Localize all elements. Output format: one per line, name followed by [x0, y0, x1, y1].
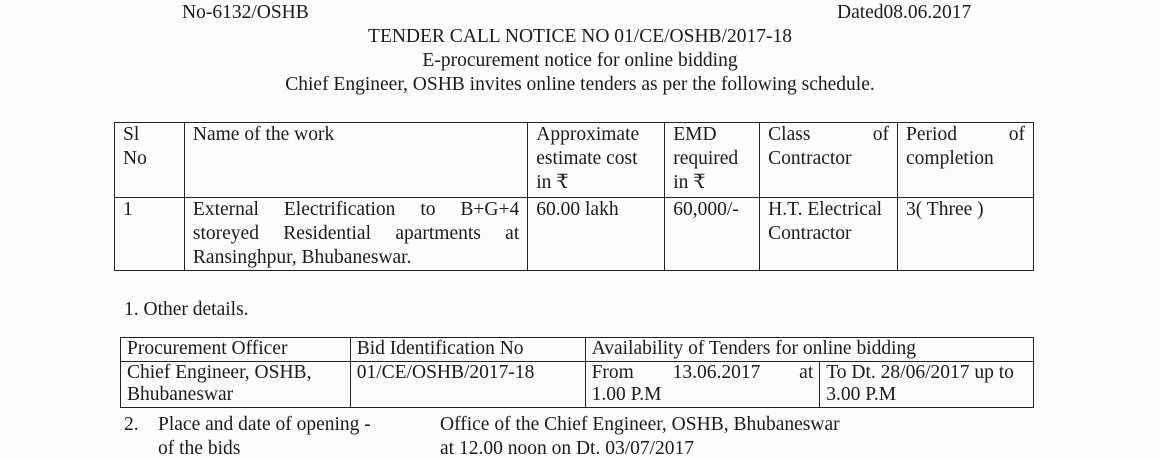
item-2-value: Office of the Chief Engineer, OSHB, Bhubaneswar: [440, 414, 840, 435]
header-estimate-cost: Approximate estimate cost in ₹: [528, 123, 665, 198]
rupee-symbol: in ₹: [536, 172, 569, 193]
item-2-number: 2.: [124, 414, 139, 435]
other-details-table: [120, 337, 1034, 408]
other-details-heading: 1. Other details.: [124, 299, 249, 320]
table-header-row: [115, 123, 1034, 198]
row-contractor-class: H.T. Electrical Contractor: [760, 198, 898, 271]
notice-subtitle: E-procurement notice for online bidding: [422, 50, 738, 71]
procurement-officer-value: Chief Engineer, OSHB, Bhubaneswar: [121, 362, 351, 408]
row-work-name: External Electrification to B+G+4 storeyed Residential apartments at Ransinghpur, Bhubaneswar.: [184, 198, 527, 271]
bid-id-value: 01/CE/OSHB/2017-18: [350, 362, 585, 408]
header-availability: Availability of Tenders for online bidding: [585, 338, 1033, 362]
header-name-of-work: Name of the work: [184, 123, 527, 198]
availability-from: From 13.06.2017 at 1.00 P.M: [585, 362, 820, 408]
item-2-label: Place and date of opening -: [158, 414, 371, 435]
row-completion-period: 3( Three ): [898, 198, 1034, 271]
header-contractor-class: Class of Contractor: [760, 123, 898, 198]
availability-to: To Dt. 28/06/2017 up to 3.00 P.M: [820, 362, 1034, 408]
header-emd: EMD required in ₹: [665, 123, 760, 198]
reference-number: No-6132/OSHB: [182, 2, 309, 23]
other-details-row: [121, 362, 1034, 408]
header-completion-period: Period of completion: [898, 123, 1034, 198]
item-2-label-continued: of the bids: [158, 438, 241, 459]
header-procurement-officer: Procurement Officer: [121, 338, 351, 362]
other-details-header-row: [121, 338, 1034, 362]
row-estimate-cost: 60.00 lakh: [528, 198, 665, 271]
notice-title: TENDER CALL NOTICE NO 01/CE/OSHB/2017-18: [368, 26, 792, 47]
notice-intro: Chief Engineer, OSHB invites online tenders as per the following schedule.: [285, 74, 875, 95]
item-2-value-continued: at 12.00 noon on Dt. 03/07/2017: [440, 438, 695, 459]
schedule-table: [114, 122, 1034, 271]
row-emd: 60,000/-: [665, 198, 760, 271]
notice-date: Dated08.06.2017: [837, 2, 972, 23]
table-row: [115, 198, 1034, 271]
row-sl-no: 1: [115, 198, 185, 271]
header-bid-id: Bid Identification No: [350, 338, 585, 362]
header-sl-no: Sl No: [115, 123, 185, 198]
